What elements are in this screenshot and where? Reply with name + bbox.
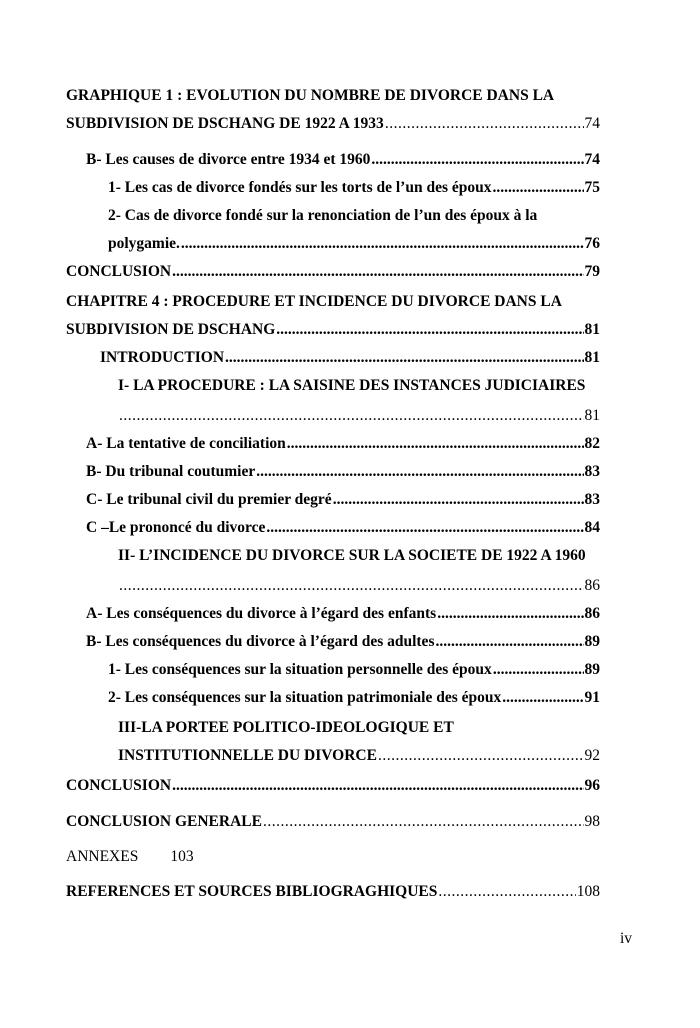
leader-dots bbox=[172, 262, 583, 282]
toc-entry-polygamie[interactable] bbox=[108, 234, 600, 254]
toc-entry-conclusion-79[interactable] bbox=[66, 262, 600, 282]
toc-entry-consequences-adultes[interactable] bbox=[86, 632, 600, 652]
leader-dots bbox=[378, 746, 584, 766]
leader-dots bbox=[287, 434, 584, 454]
toc-page-number: 81 bbox=[584, 321, 600, 338]
leader-dots bbox=[333, 490, 584, 510]
toc-entry-conclusion-generale[interactable] bbox=[66, 812, 600, 832]
toc-entry-text: GRAPHIQUE 1 : EVOLUTION DU NOMBRE DE DIVORCE DANS LA bbox=[66, 87, 555, 104]
leader-dots bbox=[119, 406, 584, 426]
toc-page-number: 74 bbox=[584, 151, 600, 168]
toc-entry-introduction[interactable] bbox=[100, 348, 600, 368]
toc-page-number: 103 bbox=[170, 848, 194, 865]
toc-entry-text: ANNEXES bbox=[66, 848, 139, 865]
leader-dots bbox=[385, 114, 584, 134]
toc-entry-text: C- Le tribunal civil du premier degré bbox=[86, 491, 332, 508]
toc-entry-procedure bbox=[118, 376, 618, 396]
toc-entry-text: polygamie. bbox=[108, 235, 180, 252]
toc-entry-tribunal-civil[interactable] bbox=[86, 490, 600, 510]
toc-page-number: 79 bbox=[584, 263, 600, 280]
toc-entry-text: I- LA PROCEDURE : LA SAISINE DES INSTANCES JUDICIAIRES bbox=[118, 377, 586, 394]
toc-entry-annexes[interactable] bbox=[66, 847, 266, 867]
leader-dots bbox=[435, 632, 583, 652]
toc-page-number: 75 bbox=[584, 179, 600, 196]
toc-page-number: 83 bbox=[584, 463, 600, 480]
toc-entry-portee-politico bbox=[118, 718, 598, 738]
toc-entry-text: 2- Les conséquences sur la situation patrimoniale des époux bbox=[108, 689, 502, 706]
leader-dots bbox=[438, 882, 575, 902]
toc-entry-graphique-1 bbox=[66, 86, 596, 106]
leader-dots bbox=[181, 234, 584, 254]
toc-entry-incidence-page[interactable] bbox=[118, 576, 600, 596]
toc-entry-text: A- Les conséquences du divorce à l’égard des enfants bbox=[86, 605, 437, 622]
toc-entry-text: REFERENCES ET SOURCES BIBLIOGRAGHIQUES bbox=[66, 883, 438, 900]
toc-page-number: 98 bbox=[584, 813, 600, 830]
toc-entry-text: III-LA PORTEE POLITICO-IDEOLOGIQUE ET bbox=[118, 719, 454, 736]
toc-entry-text: CONCLUSION bbox=[66, 263, 172, 280]
toc-entry-text: B- Les causes de divorce entre 1934 et 1960 bbox=[86, 151, 371, 168]
leader-dots bbox=[502, 688, 583, 708]
toc-entry-causes-divorce[interactable] bbox=[86, 150, 600, 170]
toc-entry-incidence bbox=[118, 546, 618, 566]
toc-entry-text: CONCLUSION bbox=[66, 777, 172, 794]
toc-entry-institutionnelle[interactable] bbox=[118, 746, 600, 766]
toc-page-number: 92 bbox=[584, 747, 600, 764]
toc-entry-text: SUBDIVISION DE DSCHANG DE 1922 A 1933 bbox=[66, 115, 384, 132]
toc-entry-text: II- L’INCIDENCE DU DIVORCE SUR LA SOCIETE DE 1922 A 1960 bbox=[118, 547, 586, 564]
toc-entry-situation-personnelle[interactable] bbox=[108, 660, 600, 680]
toc-page-number: 83 bbox=[584, 491, 600, 508]
toc-page-number: 81 bbox=[584, 407, 600, 424]
toc-page-number: 81 bbox=[584, 349, 600, 366]
toc-entry-text: INSTITUTIONNELLE DU DIVORCE bbox=[118, 747, 377, 764]
toc-page-number: 91 bbox=[584, 689, 600, 706]
toc-entry-text: 2- Cas de divorce fondé sur la renonciation de l’un des époux à la bbox=[108, 207, 538, 224]
leader-dots bbox=[493, 660, 584, 680]
toc-page-number: 84 bbox=[584, 519, 600, 536]
toc-entry-subdivision-dschang-1922-1933[interactable] bbox=[66, 114, 600, 134]
toc-entry-text: A- La tentative de conciliation bbox=[86, 435, 286, 452]
toc-entry-text: 1- Les conséquences sur la situation personnelle des époux bbox=[108, 661, 492, 678]
leader-dots bbox=[263, 812, 584, 832]
toc-entry-text: B- Les conséquences du divorce à l’égard des adultes bbox=[86, 633, 435, 650]
toc-page-number: 74 bbox=[584, 115, 600, 132]
toc-entry-procedure-page[interactable] bbox=[118, 406, 600, 426]
toc-entry-renonciation bbox=[108, 206, 588, 226]
toc-entry-conclusion-96[interactable] bbox=[66, 776, 600, 796]
toc-entry-chapitre-4 bbox=[66, 292, 596, 312]
toc-entry-torts-epoux[interactable] bbox=[108, 178, 600, 198]
leader-dots bbox=[276, 320, 583, 340]
toc-entry-text: 1- Les cas de divorce fondés sur les torts de l’un des époux bbox=[108, 179, 492, 196]
leader-dots bbox=[266, 518, 583, 538]
toc-page-number: 86 bbox=[584, 605, 600, 622]
toc-entry-text: INTRODUCTION bbox=[100, 349, 225, 366]
toc-entry-text: C –Le prononcé du divorce bbox=[86, 519, 266, 536]
toc-page-number: 86 bbox=[584, 577, 600, 594]
toc-entry-text: CHAPITRE 4 : PROCEDURE ET INCIDENCE DU DIVORCE DANS LA bbox=[66, 293, 562, 310]
leader-dots bbox=[371, 150, 583, 170]
toc-page-number: 89 bbox=[584, 633, 600, 650]
leader-dots bbox=[256, 462, 583, 482]
leader-dots bbox=[172, 776, 583, 796]
toc-entry-text: CONCLUSION GENERALE bbox=[66, 813, 262, 830]
toc-entry-text: B- Du tribunal coutumier bbox=[86, 463, 256, 480]
toc-entry-consequences-enfants[interactable] bbox=[86, 604, 600, 624]
page-number: iv bbox=[620, 930, 633, 947]
toc-page-number: 82 bbox=[584, 435, 600, 452]
toc-entry-tribunal-coutumier[interactable] bbox=[86, 462, 600, 482]
toc-entry-prononce-divorce[interactable] bbox=[86, 518, 600, 538]
toc-page-number: 89 bbox=[584, 661, 600, 678]
leader-dots bbox=[225, 348, 583, 368]
toc-page-number: 108 bbox=[576, 883, 600, 900]
toc-entry-tentative-conciliation[interactable] bbox=[86, 434, 600, 454]
toc-entry-text: SUBDIVISION DE DSCHANG bbox=[66, 321, 276, 338]
toc-page-number: 76 bbox=[584, 235, 600, 252]
toc-page-number: 96 bbox=[584, 777, 600, 794]
toc-entry-subdivision-dschang[interactable] bbox=[66, 320, 600, 340]
leader-dots bbox=[119, 576, 584, 596]
toc-entry-situation-patrimoniale[interactable] bbox=[108, 688, 600, 708]
leader-dots bbox=[437, 604, 583, 624]
leader-dots bbox=[493, 178, 584, 198]
toc-entry-references[interactable] bbox=[66, 882, 600, 902]
